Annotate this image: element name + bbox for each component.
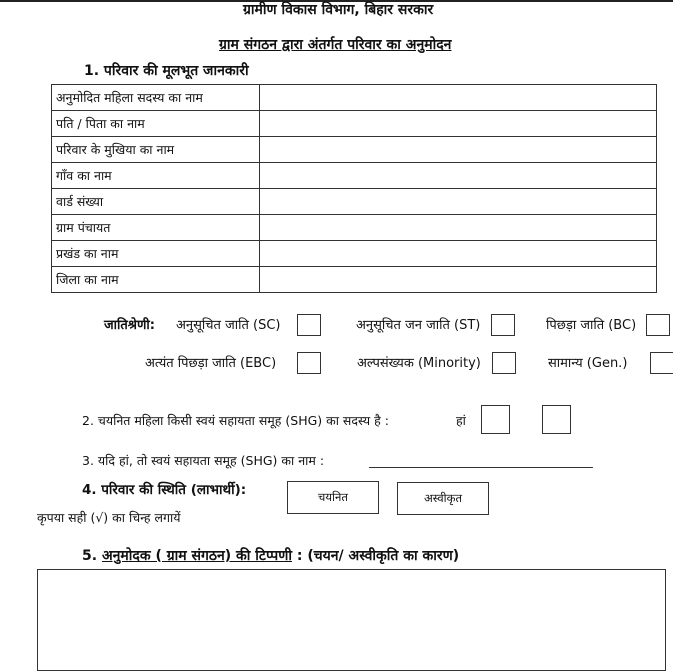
table-row	[52, 111, 657, 137]
table-row	[52, 137, 657, 163]
minority-checkbox[interactable]	[492, 352, 516, 374]
row-value-field[interactable]	[260, 215, 657, 241]
general-label: सामान्य (Gen.)	[548, 356, 628, 371]
section1-heading: 1. परिवार की मूलभूत जानकारी	[84, 63, 249, 79]
comment-heading	[82, 546, 459, 565]
general-checkbox[interactable]	[650, 352, 673, 374]
table-row	[52, 241, 657, 267]
table-row	[52, 85, 657, 111]
shg-no-checkbox[interactable]	[542, 405, 571, 434]
table-row	[52, 189, 657, 215]
shg-yes-label: हां	[456, 413, 466, 428]
minority-label: अल्पसंख्यक (Minority)	[357, 356, 481, 371]
tick-instruction: कृपया सही (√) का चिन्ह लगायें	[37, 510, 181, 525]
family-info-table	[51, 84, 657, 293]
row-label: पति / पिता का नाम	[52, 111, 260, 137]
row-value-field[interactable]	[260, 137, 657, 163]
row-label: प्रखंड का नाम	[52, 241, 260, 267]
row-label: अनुमोदित महिला सदस्य का नाम	[52, 85, 260, 111]
department-name: ग्रामीण विकास विभाग, बिहार सरकार	[243, 2, 434, 18]
row-label: वार्ड संख्या	[52, 189, 260, 215]
shg-member-question: 2. चयनित महिला किसी स्वयं सहायता समूह (SHG) का सदस्य है :	[82, 413, 389, 428]
row-value-field[interactable]	[260, 111, 657, 137]
row-label: गाँव का नाम	[52, 163, 260, 189]
ebc-label: अत्यंत पिछड़ा जाति (EBC)	[145, 356, 277, 371]
rejected-option-box[interactable]: अस्वीकृत	[397, 482, 489, 515]
row-value-field[interactable]	[260, 241, 657, 267]
shg-name-field[interactable]	[369, 451, 593, 468]
form-title: ग्राम संगठन द्वारा अंतर्गत परिवार का अनुमोदन	[219, 37, 452, 53]
row-label: ग्राम पंचायत	[52, 215, 260, 241]
row-label: जिला का नाम	[52, 267, 260, 293]
st-checkbox[interactable]	[491, 314, 515, 336]
comment-heading-number: 5.	[82, 548, 98, 564]
shg-yes-checkbox[interactable]	[481, 405, 510, 434]
sc-label: अनुसूचित जाति (SC)	[176, 318, 281, 333]
table-row	[52, 163, 657, 189]
row-value-field[interactable]	[260, 267, 657, 293]
sc-checkbox[interactable]	[297, 314, 321, 336]
table-row	[52, 215, 657, 241]
comment-textarea[interactable]	[37, 569, 666, 671]
row-value-field[interactable]	[260, 163, 657, 189]
category-label: जातिश्रेणी:	[104, 318, 155, 333]
comment-heading-title: अनुमोदक ( ग्राम संगठन) की टिप्पणी	[101, 548, 292, 564]
selected-option-box[interactable]: चयनित	[287, 481, 379, 514]
row-value-field[interactable]	[260, 189, 657, 215]
bc-label: पिछड़ा जाति (BC)	[546, 318, 637, 333]
table-row	[52, 267, 657, 293]
ebc-checkbox[interactable]	[297, 352, 321, 374]
bc-checkbox[interactable]	[646, 314, 670, 336]
family-status-heading: 4. परिवार की स्थिति (लाभार्थी):	[82, 482, 247, 498]
row-label: परिवार के मुखिया का नाम	[52, 137, 260, 163]
row-value-field[interactable]	[260, 85, 657, 111]
st-label: अनुसूचित जन जाति (ST)	[356, 318, 481, 333]
comment-heading-subtitle: : (चयन/ अस्वीकृति का कारण)	[291, 548, 460, 564]
shg-name-question: 3. यदि हां, तो स्वयं सहायता समूह (SHG) का नाम :	[82, 453, 325, 468]
